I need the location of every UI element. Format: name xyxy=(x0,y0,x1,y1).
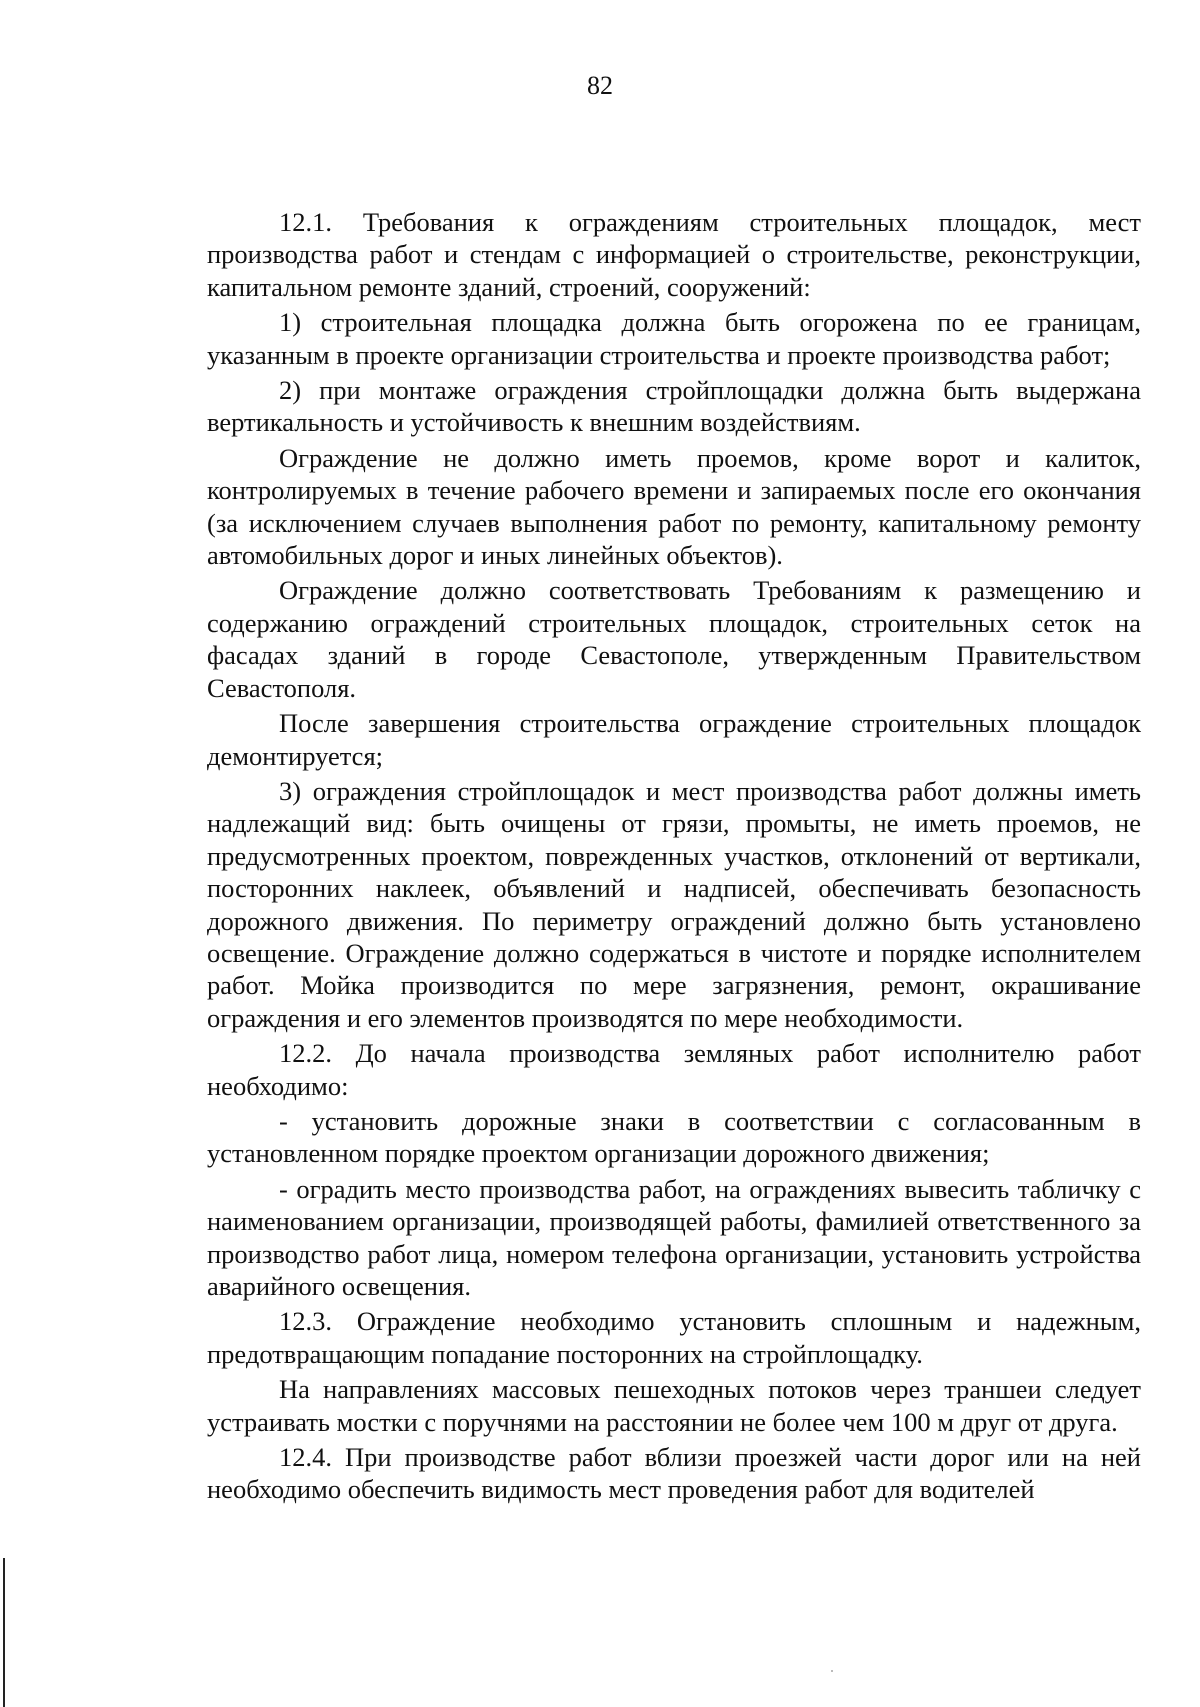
paragraph-requirements: Ограждение должно соответствовать Требованиям к размещению и содержанию ограждений строительных площадок, строительных сеток на фасадах зданий в городе Севастополе, утвержденным Правительством Севастополя. xyxy=(207,575,1141,703)
paragraph-12-3: 12.3. Ограждение необходимо установить сплошным и надежным, предотвращающим попадание посторонних на стройплощадку. xyxy=(207,1306,1141,1369)
paragraph-dash-fence: - оградить место производства работ, на ограждениях вывесить табличку с наименованием организации, производящей работы, фамилией ответственного за производство работ лица, номером телефона организации, установить устройства аварийного освещения. xyxy=(207,1173,1141,1301)
paragraph-item-3: 3) ограждения стройплощадок и мест производства работ должны иметь надлежащий вид: быть очищены от грязи, промыты, не иметь проемов, не предусмотренных проектом, поврежденных участков, отклонений от вертикали, посторонних наклеек, объявлений и надписей, обеспечивать безопасность дорожного движения. По периметру ограждений должно быть установлено освещение. Ограждение должно содержаться в чистоте и порядке исполнителем работ. Мойка производится по мере загрязнения, ремонт, окрашивание ограждения и его элементов производятся по мере необходимости. xyxy=(207,775,1141,1033)
paragraph-bridges: На направлениях массовых пешеходных потоков через траншеи следует устраивать мостки с поручнями на расстоянии не более чем 100 м друг от друга. xyxy=(207,1374,1141,1437)
scan-dot xyxy=(831,1670,833,1672)
paragraph-dash-signs: - установить дорожные знаки в соответствии с согласованным в установленном порядке проектом организации дорожного движения; xyxy=(207,1105,1141,1169)
paragraph-12-1: 12.1. Требования к ограждениям строительных площадок, мест производства работ и стендам с информацией о строительстве, реконструкции, капитальном ремонте зданий, строений, сооружений: xyxy=(207,207,1141,302)
paragraph-no-openings: Ограждение не должно иметь проемов, кроме ворот и калиток, контролируемых в течение рабочего времени и запираемых после его окончания (за исключением случаев выполнения работ по ремонту, капитальному ремонту автомобильных дорог и иных линейных объектов). xyxy=(207,442,1141,571)
page-number: 82 xyxy=(587,71,613,100)
paragraph-12-4: 12.4. При производстве работ вблизи проезжей части дорог или на ней необходимо обеспечить видимость мест проведения работ для водителей xyxy=(207,1442,1141,1505)
paragraph-item-1: 1) строительная площадка должна быть огорожена по ее границам, указанным в проекте организации строительства и проекте производства работ; xyxy=(207,307,1141,370)
paragraph-item-2: 2) при монтаже ограждения стройплощадки должна быть выдержана вертикальность и устойчивость к внешним воздействиям. xyxy=(207,375,1141,438)
document-body xyxy=(207,206,1141,1506)
paragraph-dismantling: После завершения строительства ограждение строительных площадок демонтируется; xyxy=(207,708,1141,771)
scan-margin-line xyxy=(3,1558,5,1707)
paragraph-12-2: 12.2. До начала производства земляных работ исполнителю работ необходимо: xyxy=(207,1038,1141,1101)
